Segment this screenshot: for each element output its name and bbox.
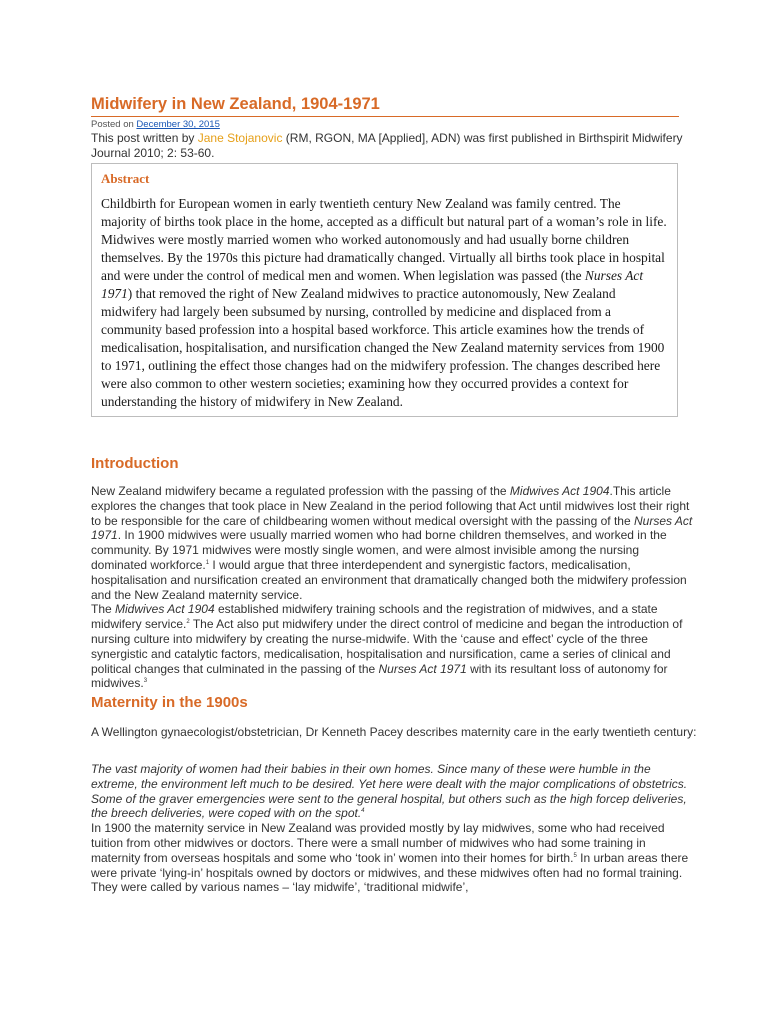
posted-prefix: Posted on [91,119,137,130]
title-divider [91,116,679,117]
abstract-heading: Abstract [101,171,150,186]
introduction-heading: Introduction [91,455,179,472]
intro-p2-act1: Midwives Act 1904 [115,602,215,617]
abstract-text [101,195,668,411]
intro-p2-text-c: The Act also put midwifery under the direct control of medicine and began the introduction of nursing culture into midwifery by creating the nurse-midwife. With the ‘cause and effect’ cycle of the three synergistic and catalytic factors, medicalisation, hospitalisation and nursification, came a series of clinical and political changes that culminated in the passing of the [91,617,683,676]
intro-p1-text-b: .This article explores the changes that took place in New Zealand in the period following that Act until midwives lost their right to be responsible for the care of childbearing women without medical oversight with the passing of the [91,484,690,528]
footnote-ref-4[interactable]: 4 [361,808,365,815]
maternity-heading: Maternity in the 1900s [91,694,248,712]
post-date-line [91,119,697,131]
pacey-quote [91,762,697,821]
maternity-p2-text-a: In 1900 the maternity service in New Zealand was provided mostly by lay midwives, some who had received tuition from other midwives or doctors. There were a small number of midwives who had some training in maternity from overseas hospitals and some who ‘took in’ women into their homes for birth. [91,821,665,865]
footnote-ref-2[interactable]: 2 [186,619,190,626]
intro-p2-text-b: established midwifery training schools and the registration of midwives, and a state midwifery service. [91,602,658,632]
byline-prefix: This post written by [91,131,198,145]
article [91,93,697,895]
abstract-text-part1: Childbirth for European women in early twentieth century New Zealand was family centred. The majority of births took place in the home, accepted as a difficult but natural part of a woman’s role in life. Midwives were mostly married women who worked autonomously and had usually borne children themselves. By the 1970s this picture had dramatically changed. Virtually all births took place in hospital and were under the control of medical men and women. When legislation was passed (the [101,196,667,283]
abstract-act-title: Nurses Act 1971 [101,268,644,301]
intro-p1-text-d: I would argue that three interdependent and synergistic factors, medicalisation, hospitalisation and nursification created an environment that dramatically changed both the midwifery profession and the New Zealand maternity service. [91,557,687,602]
intro-p1-act2: Nurses Act 1971 [91,513,693,543]
abstract-text-part2: ) that removed the right of New Zealand midwives to practice autonomously, New Zealand midwifery had largely been subsumed by nursing, controlled by medicine and displaced from a community based profession into a hospital based workforce. This article examines how the trends of medicalisation, hospitalisation, and nursification changed the New Zealand maternity services from 1900 to 1971, outlining the effect those changes had on the midwifery profession. The changes described here were also common to other western societies; examining how they occurred provides a context for understanding the history of midwifery in New Zealand. [101,286,665,409]
abstract-box [91,163,678,417]
footnote-ref-1[interactable]: 1 [205,559,210,566]
author-name[interactable]: Jane Stojanovic [197,131,283,145]
intro-p1-text-c: . In 1900 midwives were usually married women who had borne children themselves, and worked in the community. By 1971 midwives were mostly single women, and were almost invisible among the nursing dominated workforce. [91,528,667,572]
footnote-ref-5[interactable]: 5 [573,852,577,859]
intro-p1-act1: Midwives Act 1904 [509,484,610,498]
intro-p1-text-a: New Zealand midwifery became a regulated profession with the passing of the [91,484,510,498]
intro-p2-text-d: with its resultant loss of autonomy for midwives. [91,661,668,691]
intro-p2-text-a: The [91,602,116,617]
post-title[interactable]: Midwifery in New Zealand, 1904-1971 [91,95,380,113]
intro-paragraph-2 [91,602,697,691]
byline-suffix: (RM, RGON, MA [Applied], ADN) was first published in Birthspirit Midwifery Journal 2010; 2: 53-60. [91,131,683,160]
footnote-ref-3[interactable]: 3 [143,678,148,685]
maternity-p2-text-b: In urban areas there were private ‘lying-in’ hospitals owned by doctors or midwives, and these midwives often had no formal training. They were called by various names – ‘lay midwife’, ‘traditional midwife’, [91,850,689,895]
pacey-quote-text: The vast majority of women had their babies in their own homes. Since many of these were humble in the extreme, the environment left much to be desired. Yet here were dealt with the major complications of obstetrics. Some of the graver emergencies were sent to the general hospital, but others such as the high forcep deliveries, the breech deliveries, were coped with on the spot. [91,761,688,821]
byline [91,131,697,161]
maternity-paragraph-2 [91,821,697,895]
intro-p2-act2: Nurses Act 1971 [378,661,467,676]
post-date-link[interactable]: December 30, 2015 [136,119,220,130]
maternity-paragraph-1: A Wellington gynaecologist/obstetrician, Dr Kenneth Pacey describes maternity care in the early twentieth century: [91,725,697,740]
intro-paragraph-1 [91,484,697,602]
